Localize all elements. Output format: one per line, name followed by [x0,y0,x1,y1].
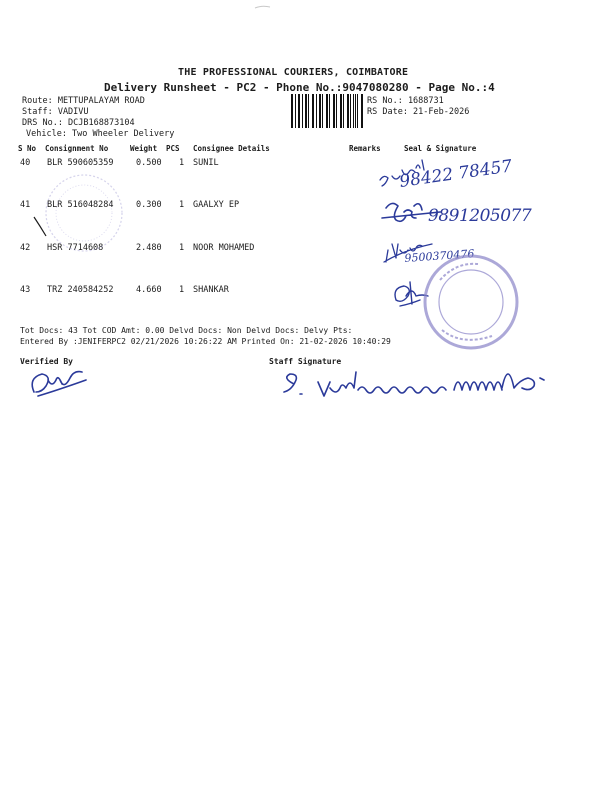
table-row-consignee: SHANKAR [193,285,229,295]
handwritten-phone-row40: 98422 78457 [398,156,514,192]
table-row-pcs: 1 [179,243,185,253]
verified-by-label: Verified By [20,357,73,366]
table-row-sno: 40 [20,158,31,168]
table-row-weight: 4.660 [136,285,162,295]
table-row-consignment: TRZ 240584252 [47,285,114,295]
route-label: Route: METTUPALAYAM ROAD [22,96,145,106]
col-seal: Seal & Signature [404,144,477,153]
handwritten-phone-row41: 9891205077 [428,206,532,226]
table-row-consignee: NOOR MOHAMED [193,243,255,253]
company-title: THE PROFESSIONAL COURIERS, COIMBATORE [178,67,409,78]
company-stamp [425,256,517,348]
table-row-pcs: 1 [179,285,185,295]
runsheet-title: Delivery Runsheet - PC2 - Phone No.:9047080280 - Page No.:4 [104,81,495,94]
rs-date: RS Date: 21-Feb-2026 [367,107,470,117]
table-row-weight: 0.300 [136,200,162,210]
rs-number: RS No.: 1688731 [367,96,444,106]
staff-signature [284,372,544,396]
col-pcs: PCS [166,144,180,153]
table-row-consignment: HSR 7714608 [47,243,104,253]
col-consignment: Consignment No [45,144,109,153]
entered-by-line: Entered By :JENIFERPC2 02/21/2026 10:26:22 AM Printed On: 21-02-2026 10:40:29 [20,337,391,346]
table-row-weight: 2.480 [136,243,162,253]
table-row-sno: 42 [20,243,31,253]
table-row-consignment: BLR 590605359 [47,158,114,168]
signature-row43 [395,282,428,306]
table-row-pcs: 1 [179,200,185,210]
table-row-consignee: SUNIL [193,158,219,168]
vehicle-label: Vehicle: Two Wheeler Delivery [26,129,175,139]
verified-signature [32,372,86,396]
table-row-consignment: BLR 516048284 [47,200,114,210]
signature-row41 [382,203,440,221]
scan-mark [255,6,270,8]
handwritten-phone-row42: 9500370476 [404,247,475,265]
table-row-weight: 0.500 [136,158,162,168]
pen-mark [34,217,46,236]
faint-stamp [46,175,122,251]
table-row-sno: 43 [20,285,31,295]
table-row-pcs: 1 [179,158,185,168]
totals-line: Tot Docs: 43 Tot COD Amt: 0.00 Delvd Docs: Non Delvd Docs: Delvy Pts: [20,326,353,335]
drs-number: DRS No.: DCJB168873104 [22,118,135,128]
table-row-consignee: GAALXY EP [193,200,240,210]
staff-label: Staff: VADIVU [22,107,89,117]
col-weight: Weight [130,144,158,153]
signature-row40 [380,160,424,186]
signature-row42 [384,244,432,262]
col-sno: S No [18,144,37,153]
staff-signature-label: Staff Signature [269,357,342,366]
col-consignee: Consignee Details [193,144,270,153]
table-row-sno: 41 [20,200,31,210]
col-remarks: Remarks [349,144,381,153]
